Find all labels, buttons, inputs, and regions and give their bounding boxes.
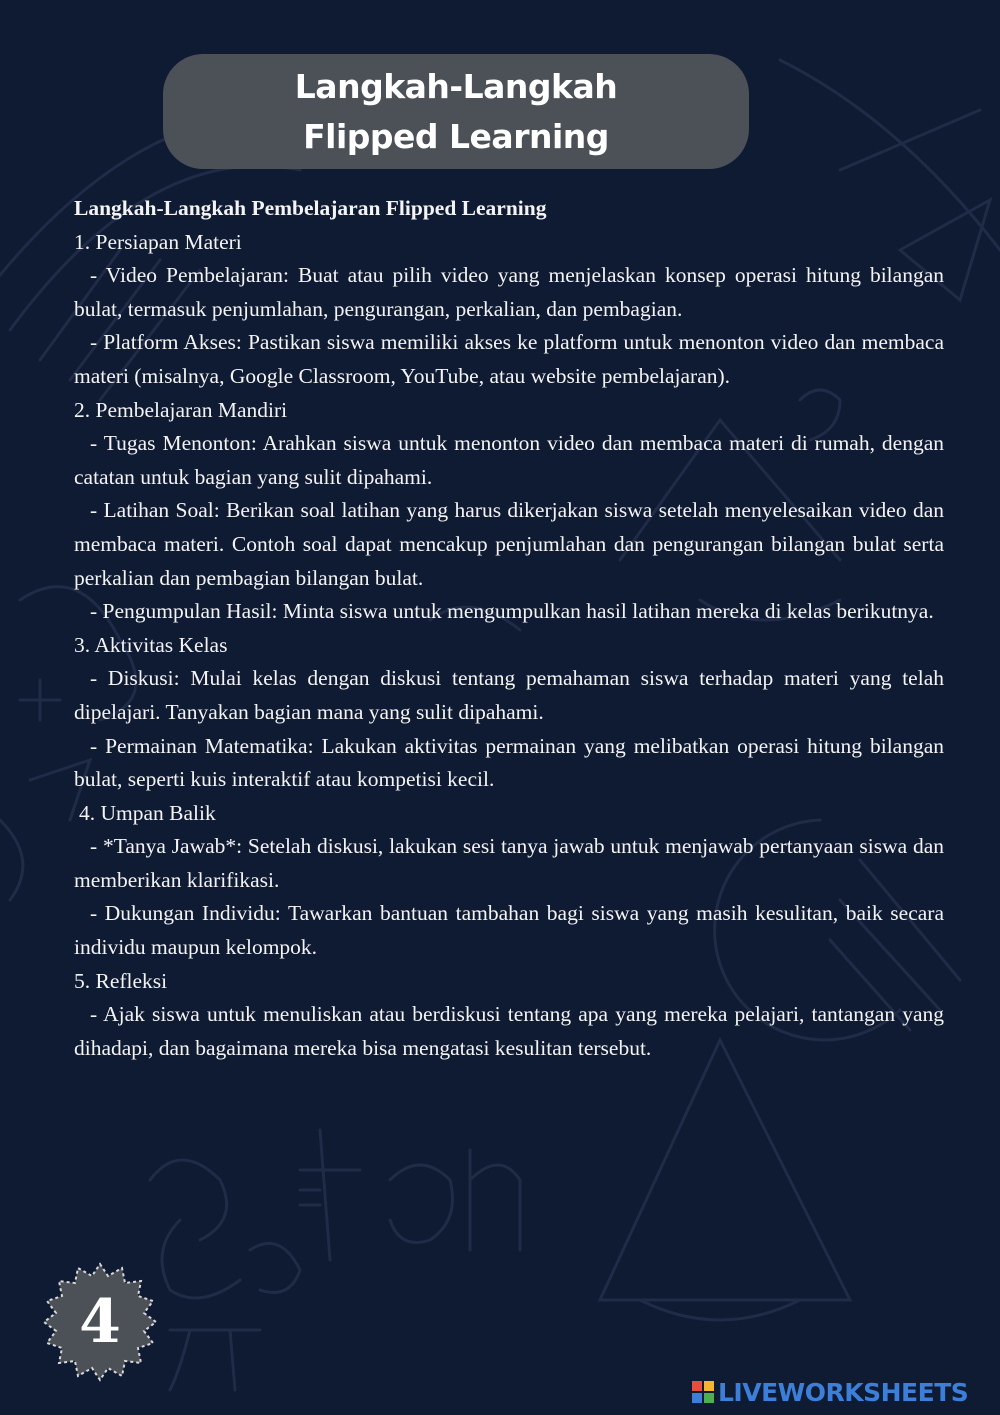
- title-banner: [163, 54, 749, 169]
- section-title: 1. Persiapan Materi: [74, 229, 242, 254]
- liveworksheets-logo-icon: [692, 1381, 714, 1403]
- list-item: - Dukungan Individu: Tawarkan bantuan tambahan bagi siswa yang masih kesulitan, baik secara individu maupun kelompok.: [74, 901, 944, 960]
- liveworksheets-watermark: [692, 1376, 968, 1408]
- document-body: [74, 192, 944, 1065]
- section-title: 2. Pembelajaran Mandiri: [74, 397, 288, 422]
- list-item: - Tugas Menonton: Arahkan siswa untuk menonton video dan membaca materi di rumah, dengan catatan untuk bagian yang sulit dipahami.: [74, 431, 944, 489]
- page-title: Langkah-Langkah Flipped Learning: [294, 66, 618, 156]
- list-item: - Pengumpulan Hasil: Minta siswa untuk mengumpulkan hasil latihan mereka di kelas berikutnya.: [90, 599, 934, 624]
- page-number: 4: [79, 1287, 121, 1357]
- list-item: - Ajak siswa untuk menuliskan atau berdiskusi tentang apa yang mereka pelajari, tantangan yang dihadapi, dan bagaimana mereka bisa mengatasi kesulitan tersebut.: [74, 1002, 944, 1060]
- list-item: - Latihan Soal: Berikan soal latihan yang harus dikerjakan siswa setelah menyelesaikan video dan membaca materi. Contoh soal dapat mencakup penjumlahan dan pengurangan bilangan bulat serta perkalian dan pembagian bilangan bulat.: [74, 498, 944, 590]
- section-title: 4. Umpan Balik: [79, 800, 216, 825]
- watermark-text: LIVEWORKSHEETS: [718, 1377, 969, 1407]
- list-item: - Video Pembelajaran: Buat atau pilih video yang menjelaskan konsep operasi hitung bilangan bulat, termasuk penjumlahan, pengurangan, perkalian, dan pembagian.: [74, 263, 944, 321]
- list-item: - Platform Akses: Pastikan siswa memiliki akses ke platform untuk menonton video dan membaca materi (misalnya, Google Classroom, YouTube, atau website pembelajaran).: [74, 330, 944, 388]
- list-item: - Diskusi: Mulai kelas dengan diskusi tentang pemahaman siswa terhadap materi yang telah dipelajari. Tanyakan bagian mana yang sulit dipahami.: [74, 666, 944, 724]
- section-title: 5. Refleksi: [74, 968, 168, 993]
- list-item: - *Tanya Jawab*: Setelah diskusi, lakukan sesi tanya jawab untuk menjawab pertanyaan siswa dan memberikan klarifikasi.: [74, 834, 944, 892]
- list-item: - Permainan Matematika: Lakukan aktivitas permainan yang melibatkan operasi hitung bilangan bulat, seperti kuis interaktif atau kompetisi kecil.: [74, 733, 944, 792]
- body-heading: Langkah-Langkah Pembelajaran Flipped Learning: [74, 196, 547, 220]
- section-title: 3. Aktivitas Kelas: [74, 632, 228, 657]
